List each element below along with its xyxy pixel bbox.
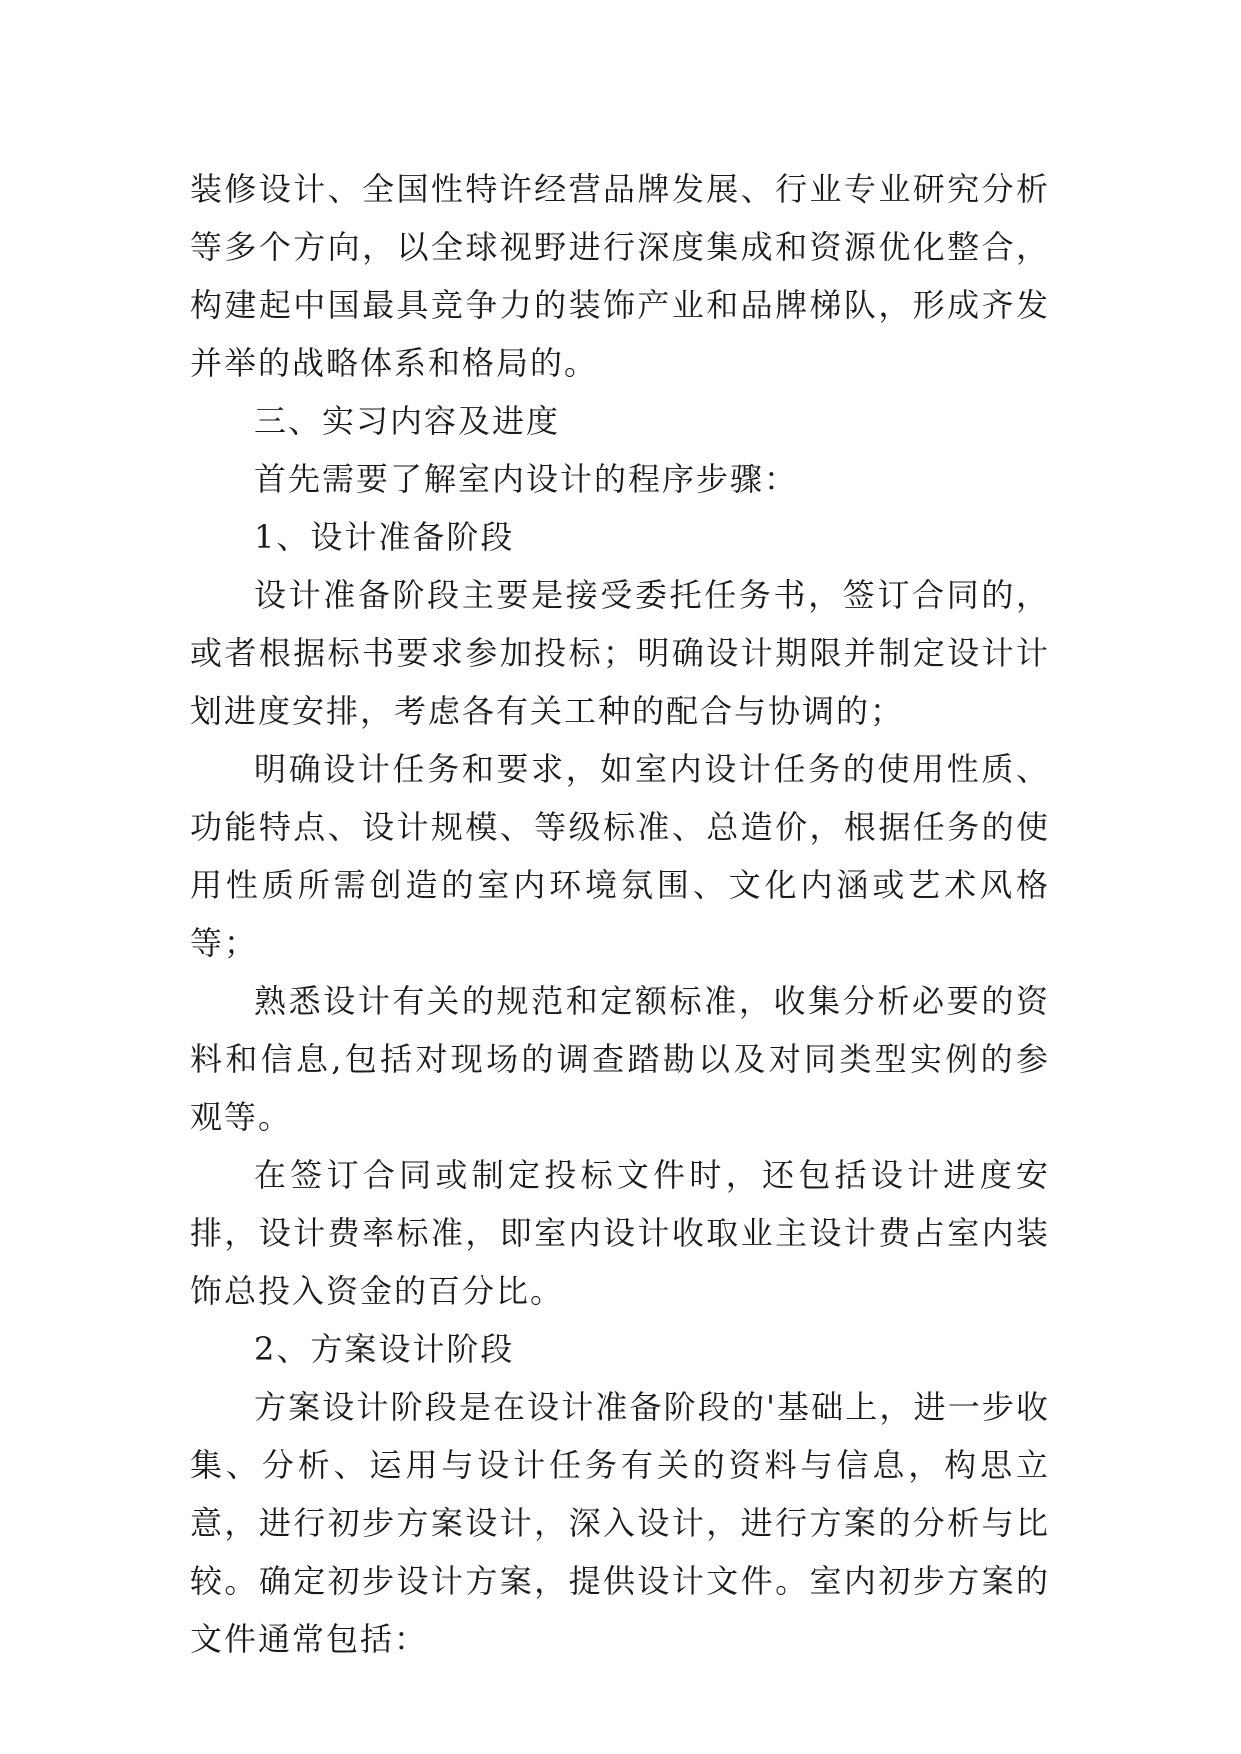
paragraph-contract-fees: 在签订合同或制定投标文件时，还包括设计进度安排，设计费率标准，即室内设计收取业主设计费占室内装饰总投入资金的百分比。 — [190, 1156, 1050, 1310]
paragraph-standards-research: 熟悉设计有关的规范和定额标准，收集分析必要的资料和信息,包括对现场的调查踏勘以及对同类型实例的参观等。 — [190, 982, 1050, 1136]
paragraph-scheme-design: 方案设计阶段是在设计准备阶段的'基础上，进一步收集、分析、运用与设计任务有关的资料与信息，构思立意，进行初步方案设计，深入设计，进行方案的分析与比较。确定初步设计方案，提供设计文件。室内初步方案的文件通常包括： — [190, 1388, 1050, 1658]
paragraph-intro-continued: 装修设计、全国性特许经营品牌发展、行业专业研究分析等多个方向，以全球视野进行深度集成和资源优化整合，构建起中国最具竞争力的装饰产业和品牌梯队，形成齐发并举的战略体系和格局的。 — [190, 170, 1050, 382]
paragraph-design-steps-intro: 首先需要了解室内设计的程序步骤： — [254, 460, 799, 498]
document-body — [190, 160, 1050, 1668]
subheading-scheme-design: 2、方案设计阶段 — [254, 1330, 515, 1368]
paragraph-preparation-tasks: 设计准备阶段主要是接受委托任务书，签订合同的，或者根据标书要求参加投标；明确设计期限并制定设计计划进度安排，考虑各有关工种的配合与协调的； — [190, 576, 1050, 730]
paragraph-design-requirements: 明确设计任务和要求，如室内设计任务的使用性质、功能特点、设计规模、等级标准、总造价，根据任务的使用性质所需创造的室内环境氛围、文化内涵或艺术风格等； — [190, 750, 1050, 962]
subheading-design-preparation: 1、设计准备阶段 — [254, 518, 515, 556]
section-heading-internship-content: 三、实习内容及进度 — [254, 402, 561, 440]
